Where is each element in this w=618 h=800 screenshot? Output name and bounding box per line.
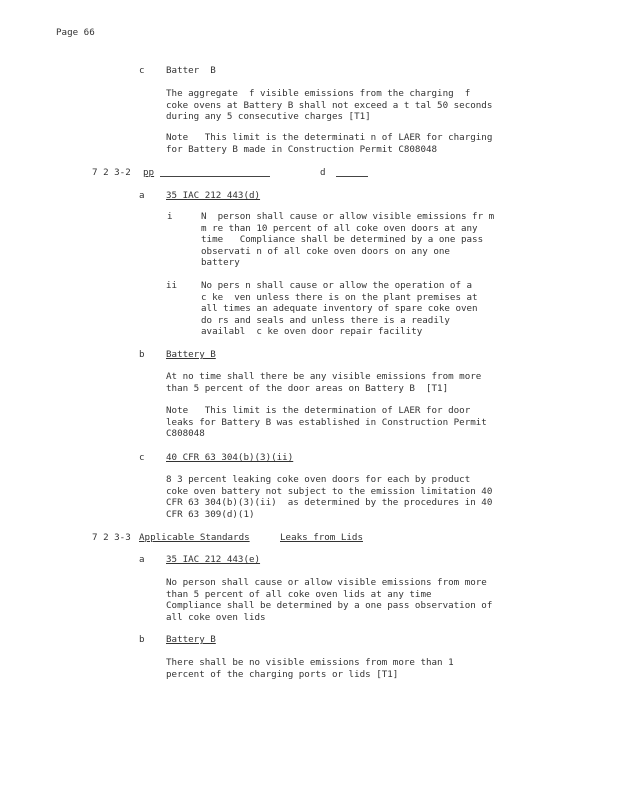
item-a-ii-number: ii [166,280,178,291]
section-7-2-3-3-number: 7 2 3-3 [92,532,131,543]
item-b-paragraph: At no time shall there be any visible emissions from more than 5 percent of the door areas on Battery B [T1] [166,371,482,394]
item-a-i-text: N person shall cause or allow visible emissions fr m m re than 10 percent of all coke oven doors at any time Compliance shall be determined by a one pass observati n of all coke oven doors on any one battery [201,211,495,269]
item-c2-paragraph: 8 3 percent leaking coke oven doors for each by product coke oven battery not subject to the emission limitation 40 CFR 63 304(b)(3)(ii) as determined by the procedures in 40 CFR 63 309(d)(1) [166,474,493,520]
item-a-letter: a [139,190,145,201]
section-7-2-3-3-title: Applicable Standards [139,532,250,543]
item-c2-title: 40 CFR 63 304(b)(3)(ii) [166,452,294,463]
item-c2-letter: c [139,452,145,463]
item-a-i-number: i [167,211,173,222]
item-c-title: Batter B [166,65,216,76]
item-a2-paragraph: No person shall cause or allow visible emissions from more than 5 percent of all coke oven lids at any time Compliance shall be determined by a one pass observation of all coke oven lids [166,577,493,623]
item-b-title: Battery B [166,349,216,360]
item-b2-title: Battery B [166,634,216,645]
section-title-underline [160,176,270,177]
item-b-note: Note This limit is the determination of LAER for door leaks for Battery B was established in Construction Permit C808048 [166,405,487,440]
item-c-letter: c [139,65,145,76]
item-c-paragraph: The aggregate f visible emissions from the charging f coke ovens at Battery B shall not exceed a t tal 50 seconds during any 5 consecutive charges [T1] [166,88,493,123]
section-7-2-3-2-mid: d [320,167,326,178]
section-blank-underline [336,176,368,177]
item-a2-title: 35 IAC 212 443(e) [166,554,261,565]
item-b-letter: b [139,349,145,360]
item-a-title: 35 IAC 212 443(d) [166,190,261,201]
item-a2-letter: a [139,554,145,565]
item-a-ii-text: No pers n shall cause or allow the operation of a c ke ven unless there is on the plant premises at all times an adequate inventory of spare coke oven do rs and seals and unless there is a readily availabl c ke oven door repair facility [201,280,478,338]
section-7-2-3-2-title: pp [143,167,155,178]
item-b2-letter: b [139,634,145,645]
section-7-2-3-2-number: 7 2 3-2 [92,167,131,178]
item-b2-paragraph: There shall be no visible emissions from more than 1 percent of the charging ports or lids [T1] [166,657,454,680]
page-number: Page 66 [56,27,95,38]
item-c-note: Note This limit is the determinati n of LAER for charging for Battery B made in Construction Permit C808048 [166,132,493,155]
section-7-2-3-3-subtitle: Leaks from Lids [280,532,363,543]
